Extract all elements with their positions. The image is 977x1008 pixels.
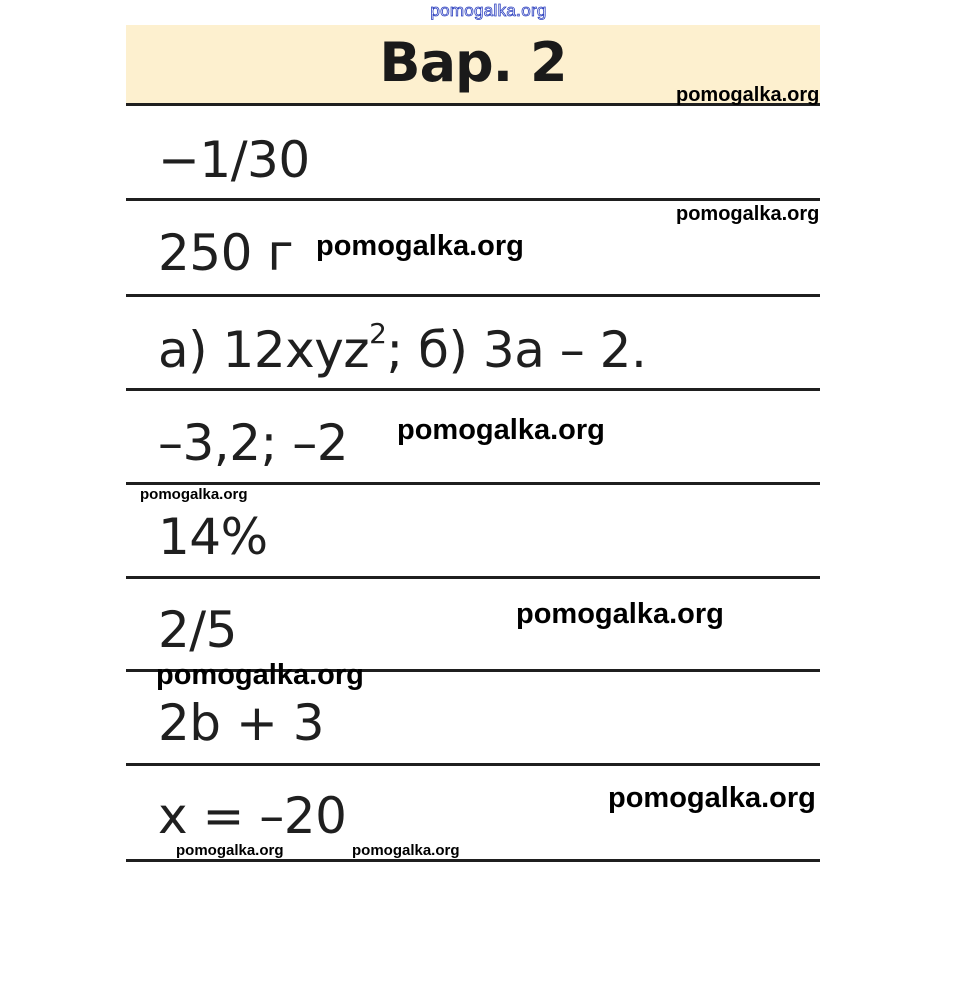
answer-1	[158, 131, 310, 189]
row-divider	[126, 763, 820, 766]
answer-6-text: 2/5	[158, 601, 237, 659]
answer-3-exponent: 2	[369, 317, 387, 350]
answer-5	[158, 508, 268, 566]
watermark: pomogalka.org	[156, 659, 364, 691]
answer-4	[158, 414, 349, 472]
answer-8-text: x = –20	[158, 787, 347, 845]
answer-4-text: –3,2; –2	[158, 414, 349, 472]
row-divider	[126, 388, 820, 391]
answer-2	[158, 224, 294, 282]
variant-title: Вар. 2	[379, 31, 567, 94]
row-divider	[126, 859, 820, 862]
watermark: pomogalka.org	[676, 84, 820, 106]
answer-7-text: 2b + 3	[158, 694, 325, 752]
top-watermark: pomogalka.org	[430, 1, 547, 20]
watermark: pomogalka.org	[676, 203, 820, 225]
row-divider	[126, 576, 820, 579]
watermark: pomogalka.org	[316, 230, 524, 262]
watermark: pomogalka.org	[352, 842, 460, 859]
answer-3-text-a: а) 12xyz	[158, 321, 370, 379]
answer-1-text: −1/30	[158, 131, 310, 189]
answer-6	[158, 601, 237, 659]
answer-3	[158, 317, 647, 379]
answer-3-text-b: ; б) 3а – 2.	[386, 321, 647, 379]
row-divider	[126, 294, 820, 297]
answer-7	[158, 694, 325, 752]
watermark: pomogalka.org	[397, 414, 605, 446]
answer-2-text: 250 г	[158, 224, 294, 282]
watermark: pomogalka.org	[608, 782, 816, 814]
watermark: pomogalka.org	[516, 598, 724, 630]
row-divider	[126, 482, 820, 485]
answer-5-text: 14%	[158, 508, 268, 566]
answer-8	[158, 787, 347, 845]
watermark: pomogalka.org	[140, 486, 248, 503]
row-divider	[126, 198, 820, 201]
watermark: pomogalka.org	[176, 842, 284, 859]
